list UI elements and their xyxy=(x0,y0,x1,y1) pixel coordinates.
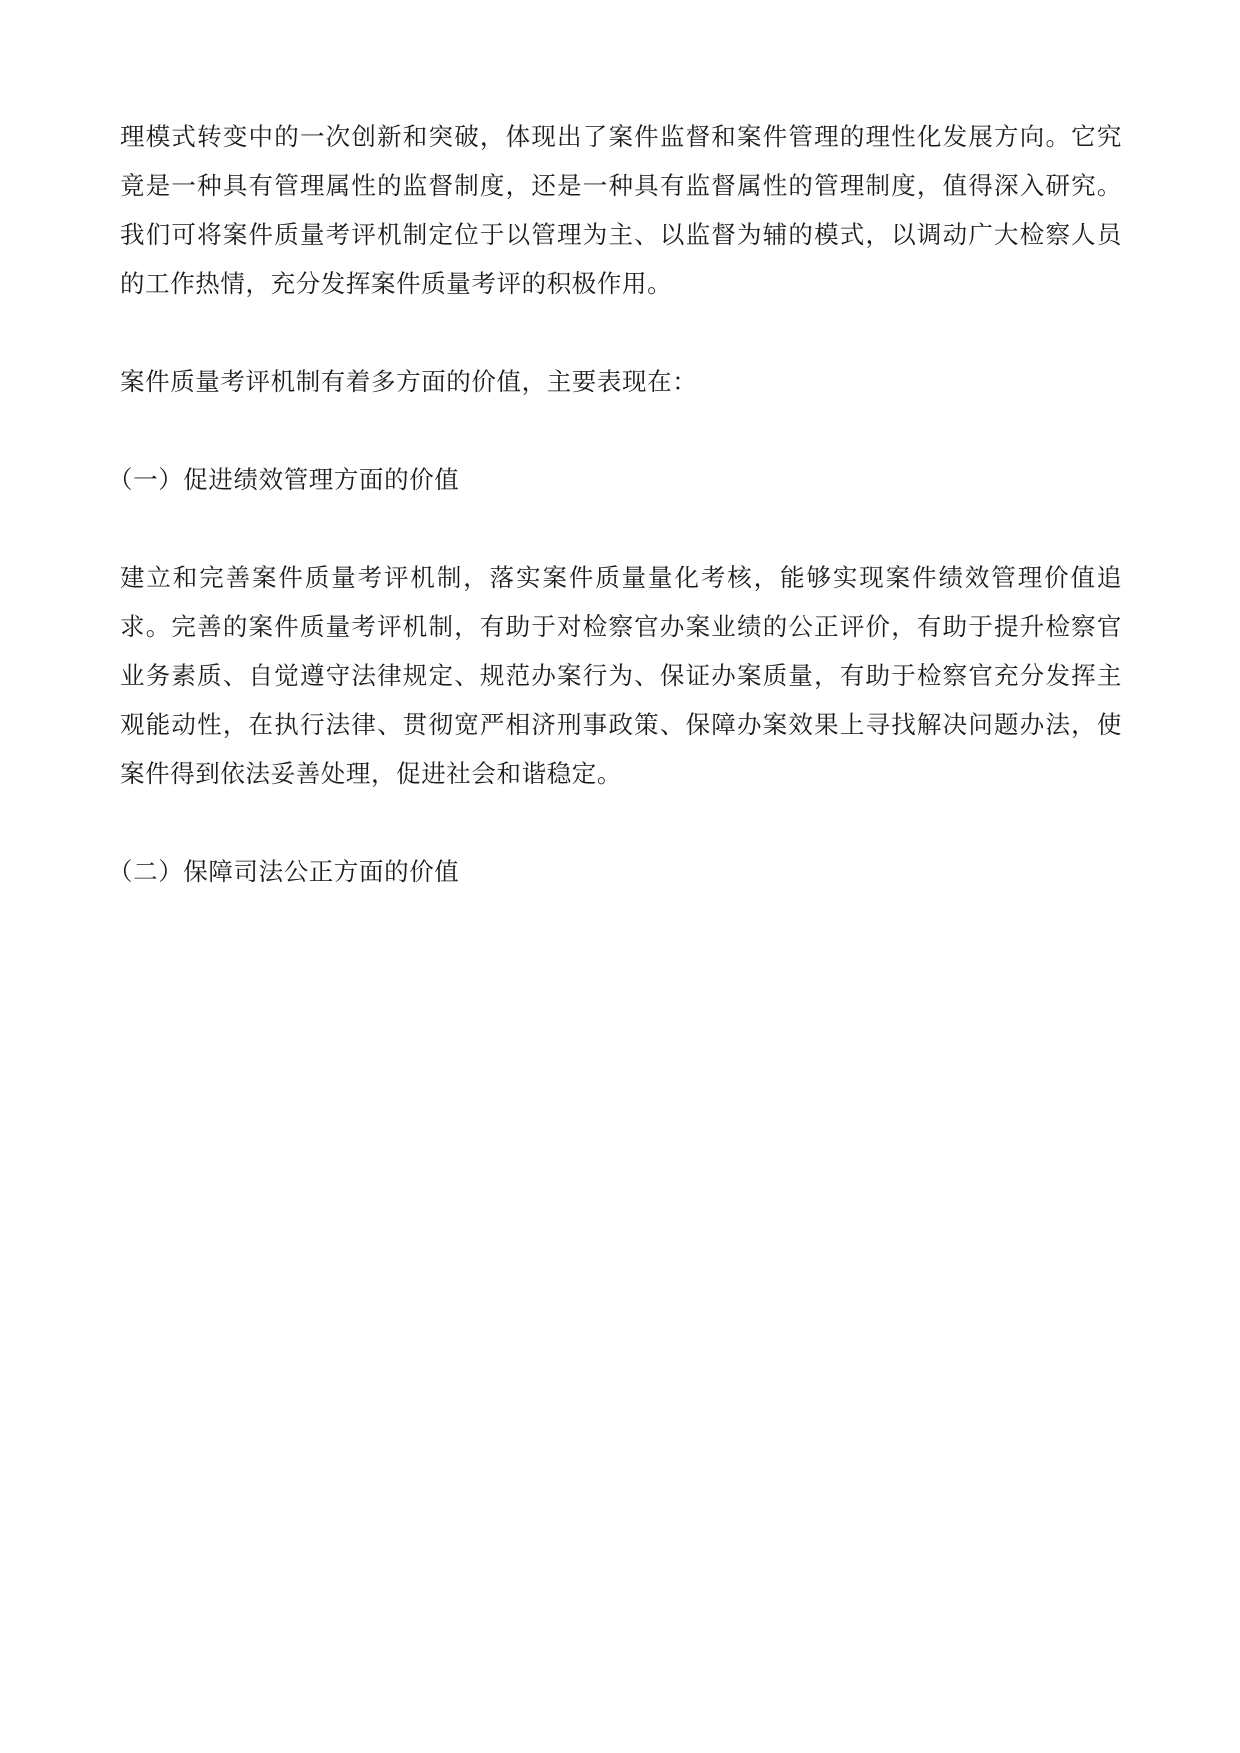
document-body xyxy=(108,112,1122,945)
section-heading-judicial-fairness: （二）保障司法公正方面的价值 xyxy=(108,857,460,886)
paragraph-value-overview: 案件质量考评机制有着多方面的价值，主要表现在： xyxy=(120,367,698,396)
paragraph-performance-management: 建立和完善案件质量考评机制，落实案件质量量化考核，能够实现案件绩效管理价值追求。完善的案件质量考评机制，有助于对检察官办案业绩的公正评价，有助于提升检察官业务素质、自觉遵守法律规定、规范办案行为、保证办案质量，有助于检察官充分发挥主观能动性，在执行法律、贯彻宽严相济刑事政策、保障办案效果上寻找解决问题办法，使案件得到依法妥善处理，促进社会和谐稳定。 xyxy=(120,563,1122,788)
section-heading-performance-management: （一）促进绩效管理方面的价值 xyxy=(108,465,460,494)
paragraph-case-supervision-intro: 理模式转变中的一次创新和突破，体现出了案件监督和案件管理的理性化发展方向。它究竟是一种具有管理属性的监督制度，还是一种具有监督属性的管理制度，值得深入研究。我们可将案件质量考评机制定位于以管理为主、以监督为辅的模式，以调动广大检察人员的工作热情，充分发挥案件质量考评的积极作用。 xyxy=(120,122,1122,298)
